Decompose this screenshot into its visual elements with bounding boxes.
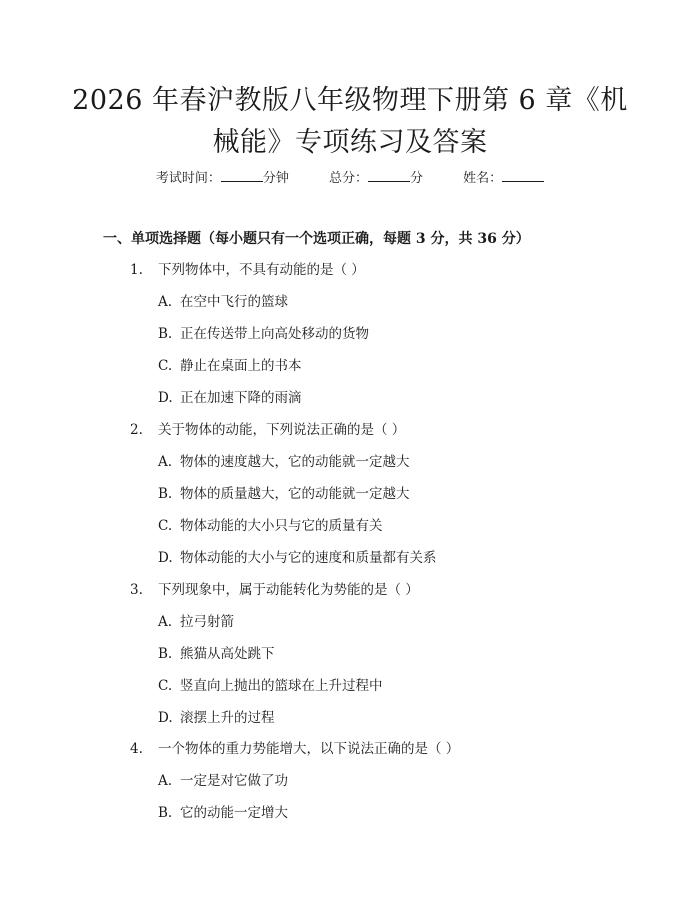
option-letter: B.: [158, 486, 173, 502]
question-text: 关于物体的动能，下列说法正确的是（ ）: [158, 422, 406, 438]
option-letter: A.: [158, 454, 173, 470]
total-score-field: [329, 168, 423, 189]
total-score-label: 总分：: [328, 171, 368, 186]
student-name-field: [463, 168, 544, 189]
student-name-label: 姓名：: [463, 171, 503, 186]
option-letter: A.: [158, 614, 173, 630]
question-text: 一个物体的重力势能增大，以下说法正确的是（ ）: [158, 741, 460, 757]
question-2-option-a: [158, 451, 410, 473]
question-4-option-a: [158, 770, 288, 792]
title-line-2: 械能》专项练习及答案: [212, 127, 488, 158]
question-3: [130, 579, 419, 601]
question-number: 2.: [130, 422, 143, 438]
option-letter: D.: [158, 550, 173, 566]
option-text: 物体动能的大小只与它的质量有关: [180, 518, 383, 534]
section-heading: 一、单项选择题（每小题只有一个选项正确，每题 3 分，共 36 分）: [103, 231, 530, 247]
option-text: 一定是对它做了功: [180, 773, 288, 789]
option-letter: C.: [158, 518, 173, 534]
student-name-blank: [502, 168, 544, 182]
question-1-option-c: [158, 355, 302, 377]
question-2-option-b: [158, 483, 410, 505]
option-text: 静止在桌面上的书本: [180, 358, 302, 374]
question-3-option-b: [158, 643, 275, 665]
question-3-option-a: [158, 611, 234, 633]
option-letter: D.: [158, 710, 173, 726]
option-text: 物体的质量越大，它的动能就一定越大: [180, 486, 410, 502]
option-text: 在空中飞行的篮球: [180, 294, 288, 310]
option-text: 物体动能的大小与它的速度和质量都有关系: [180, 550, 437, 566]
option-text: 正在传送带上向高处移动的货物: [180, 326, 369, 342]
exam-time-blank: [221, 168, 263, 182]
question-1-option-b: [158, 323, 369, 345]
question-1-option-a: [158, 291, 288, 313]
option-text: 熊猫从高处跳下: [180, 646, 275, 662]
exam-time-field: [156, 168, 289, 189]
question-1-option-d: [158, 387, 302, 409]
exam-meta-row: [0, 168, 700, 189]
option-letter: C.: [158, 678, 173, 694]
question-text: 下列现象中，属于动能转化为势能的是（ ）: [158, 582, 419, 598]
question-4: [130, 738, 459, 760]
question-text: 下列物体中，不具有动能的是（ ）: [158, 262, 365, 278]
option-text: 它的动能一定增大: [180, 805, 288, 821]
option-text: 正在加速下降的雨滴: [180, 390, 302, 406]
question-2: [130, 419, 405, 441]
option-text: 物体的速度越大，它的动能就一定越大: [180, 454, 410, 470]
option-letter: D.: [158, 390, 173, 406]
total-score-unit: 分: [410, 171, 424, 186]
option-letter: B.: [158, 646, 173, 662]
question-1: [130, 259, 365, 281]
option-text: 滚摆上升的过程: [180, 710, 275, 726]
question-number: 3.: [130, 582, 143, 598]
exam-time-label: 考试时间：: [155, 171, 221, 186]
option-letter: B.: [158, 326, 173, 342]
question-2-option-d: [158, 547, 437, 569]
option-letter: A.: [158, 773, 173, 789]
option-letter: C.: [158, 358, 173, 374]
option-letter: A.: [158, 294, 173, 310]
option-text: 竖直向上抛出的篮球在上升过程中: [180, 678, 383, 694]
option-letter: B.: [158, 805, 173, 821]
title-line-1: 2026 年春沪教版八年级物理下册第 6 章《机: [72, 85, 628, 116]
question-3-option-d: [158, 707, 275, 729]
total-score-blank: [368, 168, 410, 182]
question-3-option-c: [158, 675, 383, 697]
exam-time-unit: 分钟: [262, 171, 289, 186]
question-number: 4.: [130, 741, 143, 757]
question-number: 1.: [130, 262, 143, 278]
option-text: 拉弓射箭: [180, 614, 234, 630]
question-2-option-c: [158, 515, 383, 537]
question-4-option-b: [158, 802, 288, 824]
document-title: [70, 80, 630, 164]
